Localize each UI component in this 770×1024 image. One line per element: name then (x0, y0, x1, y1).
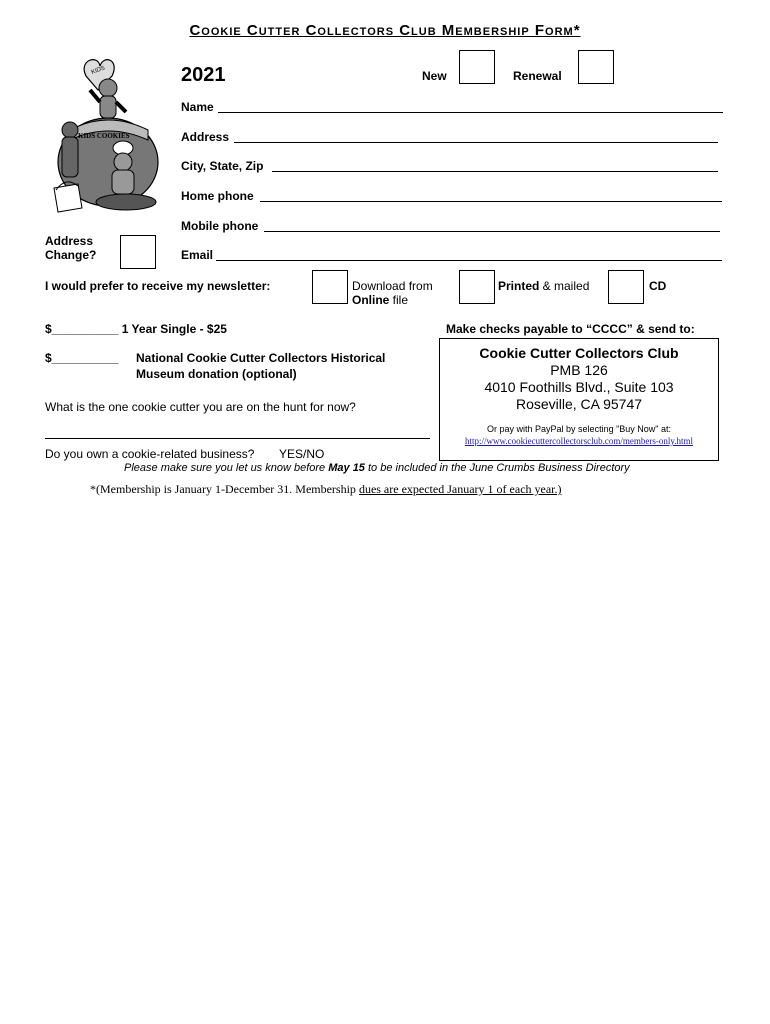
address-line-1: PMB 126 (550, 362, 608, 378)
donation-label-2: Museum donation (optional) (136, 367, 297, 381)
new-checkbox[interactable] (459, 50, 495, 84)
single-dues-blank: $__________ (45, 322, 119, 336)
printed-mailed-checkbox[interactable] (459, 270, 495, 304)
jar-text: KIDS COOKIES (78, 132, 130, 140)
single-dues-line[interactable] (45, 322, 227, 336)
paypal-link[interactable]: http://www.cookiecuttercollectorsclub.com/members-only.html (464, 436, 694, 446)
name-label: Name (181, 100, 214, 114)
address-change-label-2: Change? (45, 248, 97, 262)
donation-label-1: National Cookie Cutter Collectors Historical (136, 351, 386, 365)
address-change-label-1: Address (45, 234, 94, 248)
download-online-bold: Online (352, 293, 390, 307)
form-year: 2021 (181, 64, 226, 86)
download-file-text: file (389, 293, 409, 307)
home-phone-label: Home phone (181, 189, 254, 203)
printed-rest: & mailed (539, 279, 590, 293)
printed-label (498, 279, 589, 293)
hunt-question: What is the one cookie cutter you are on the hunt for now? (45, 400, 356, 414)
cd-label: CD (649, 279, 667, 293)
membership-note-pre: *(Membership is January 1-December 31. Membership (90, 482, 359, 496)
business-question: Do you own a cookie-related business? (45, 447, 255, 461)
send-heading: Make checks payable to “CCCC” & send to: (446, 322, 695, 336)
single-dues-label: 1 Year Single - $25 (118, 322, 227, 336)
email-field[interactable] (216, 260, 722, 261)
business-yes-no[interactable]: YES/NO (279, 447, 325, 461)
directory-note (124, 462, 630, 474)
donation-blank[interactable]: $__________ (45, 351, 119, 365)
cd-checkbox[interactable] (608, 270, 644, 304)
newsletter-prompt: I would prefer to receive my newsletter: (45, 279, 271, 293)
directory-note-date: May 15 (328, 462, 365, 474)
new-label: New (422, 69, 447, 83)
address-change-checkbox[interactable] (120, 235, 156, 269)
printed-bold: Printed (498, 279, 540, 293)
city-field[interactable] (272, 171, 718, 172)
home-phone-field[interactable] (260, 201, 722, 202)
cookie-jar-logo (48, 50, 168, 220)
hunt-answer-field[interactable] (45, 438, 430, 439)
club-name: Cookie Cutter Collectors Club (479, 345, 679, 361)
mailing-address-box (439, 338, 719, 461)
city-label: City, State, Zip (181, 159, 264, 173)
address-line-3: Roseville, CA 95747 (515, 396, 643, 412)
directory-note-post: to be included in the June Crumbs Business Directory (364, 462, 630, 474)
paypal-note: Or pay with PayPal by selecting "Buy Now" at: (487, 424, 671, 434)
directory-note-pre: Please make sure you let us know before (124, 462, 329, 474)
address-field[interactable] (234, 142, 718, 143)
membership-note-underlined: dues are expected January 1 of each year.) (358, 482, 562, 496)
form-title: Cookie Cutter Collectors Club Membership Form* (189, 22, 581, 39)
renewal-checkbox[interactable] (578, 50, 614, 84)
email-label: Email (181, 248, 214, 262)
name-field[interactable] (218, 112, 723, 113)
download-label-2 (352, 293, 408, 307)
membership-note (90, 482, 562, 497)
renewal-label: Renewal (513, 69, 562, 83)
download-label-1: Download from (352, 279, 433, 293)
mobile-phone-field[interactable] (264, 231, 720, 232)
address-label: Address (181, 130, 230, 144)
download-online-checkbox[interactable] (312, 270, 348, 304)
tag-text: KIDS (90, 65, 106, 76)
address-line-2: 4010 Foothills Blvd., Suite 103 (484, 379, 674, 395)
mobile-phone-label: Mobile phone (181, 219, 259, 233)
